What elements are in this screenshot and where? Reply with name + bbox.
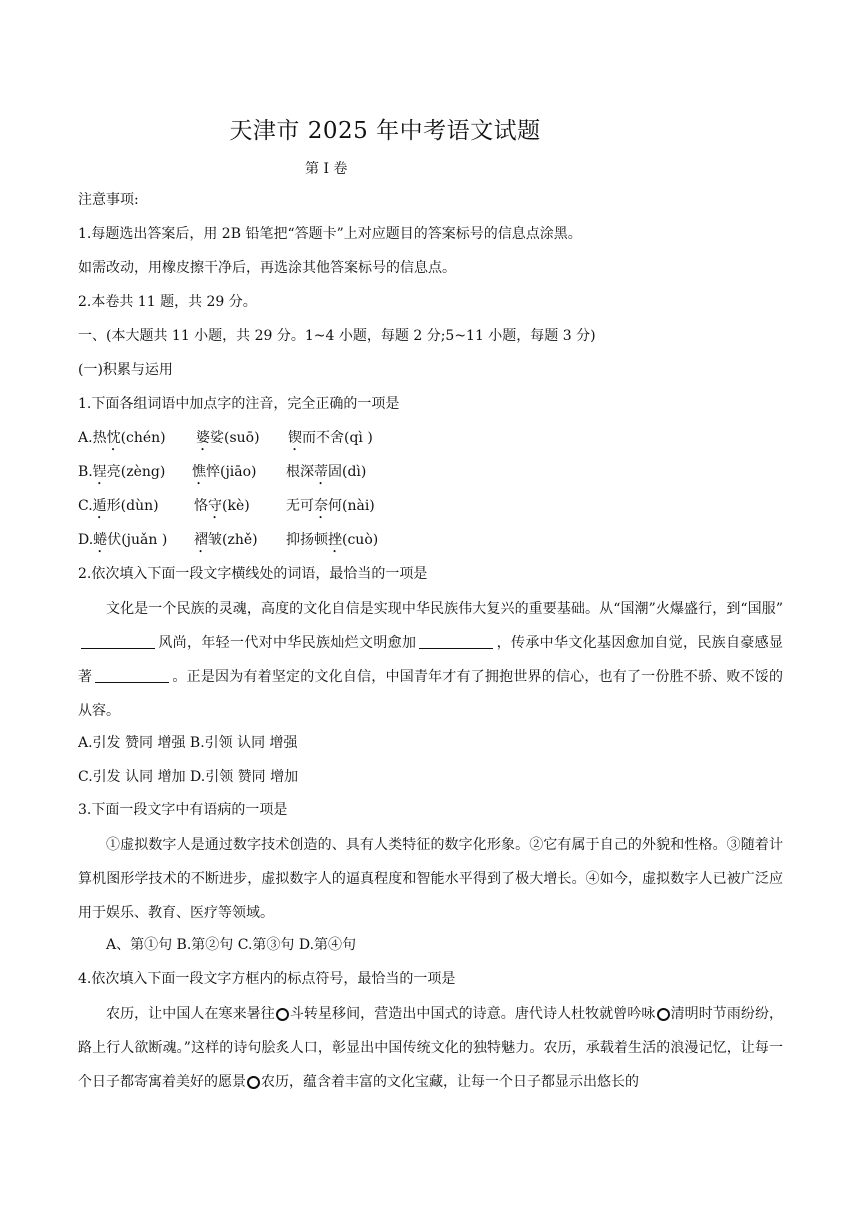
word-text: 形 [106,498,121,514]
word-text: 无可 [286,498,314,514]
passage-text: 文化是一个民族的灵魂，高度的文化自信是实现中华民族伟大复兴的重要基础。从“国潮”火爆盛行，到“国服” [106,601,783,617]
punctuation-box-3 [247,1076,260,1089]
pinyin: (zhě) [222,532,258,548]
blank-3 [95,668,169,683]
question-2-options-ab: A.引发 赞同 增强 B.引领 认同 增强 [78,735,298,751]
word-text: 娑 [210,430,224,446]
option-label: B. [78,464,93,480]
dotted-char: 挫 [328,532,342,548]
blank-1 [81,634,155,649]
passage-text: 农历，让中国人在寒来暑往 [106,1006,275,1022]
question-3-stem: 3.下面一段文字中有语病的一项是 [78,802,288,818]
passage-text: 风尚，年轻一代对中华民族灿烂文明愈加 [158,635,417,651]
pinyin: (juǎn ) [121,532,168,548]
word-text: 恪 [194,498,208,514]
word-text: 根深 [286,464,314,480]
dotted-char: 奈 [314,498,328,514]
volume-label: 第 I 卷 [305,161,348,177]
word-text: 伏 [107,532,122,548]
punctuation-box-1 [276,1008,289,1021]
notice-item-1-cont: 如需改动，用橡皮擦干净后，再选涂其他答案标号的信息点。 [78,260,456,276]
pinyin: (qì ) [344,430,373,446]
dotted-char: 锃 [92,464,107,480]
dotted-char: 遁 [92,498,107,514]
question-1-stem: 1.下面各组词语中加点字的注音，完全正确的一项是 [78,396,400,412]
word-text: 抑扬顿 [286,532,328,548]
pinyin: (nài) [342,498,375,514]
passage-text: ，传承中华文化基因愈加自觉，民族自豪感显著 [78,635,784,685]
dotted-char: 锲 [288,430,302,446]
notice-item-1: 1.每题选出答案后，用 2B 铅笔把“答题卡”上对应题目的答案标号的信息点涂黑。 [78,226,582,242]
notice-item-2: 2.本卷共 11 题，共 29 分。 [78,294,257,310]
word-text: 热 [92,430,107,446]
question-1-option-d [78,530,378,556]
question-2-stem: 2.依次填入下面一段文字横线处的词语，最恰当的一项是 [78,566,428,582]
question-1-option-a [78,428,373,454]
option-label: A. [78,430,93,446]
option-label: D. [78,532,94,548]
pinyin: (dùn) [120,498,159,514]
dotted-char: 憔 [192,464,206,480]
dotted-char: 婆 [196,430,210,446]
blank-2 [419,634,493,649]
dotted-char: 忱 [106,430,121,446]
dotted-char: 蜷 [93,532,108,548]
question-4-passage [78,997,783,1099]
pinyin: (suō) [224,430,260,446]
question-2-options-cd: C.引发 认同 增加 D.引领 赞同 增加 [78,769,299,785]
question-2-passage [78,592,783,728]
question-3-passage: ①虚拟数字人是通过数字技术创造的、具有人类特征的数字化形象。②它有属于自己的外貌和性格。③随着计算机图形学技术的不断进步，虚拟数字人的逼真程度和智能水平得到了极大增长。④如今，虚拟数字人已被广泛应用于娱乐、教育、医疗等领域。 [78,837,783,921]
pinyin: (jiāo) [220,464,257,480]
pinyin: (kè) [222,498,250,514]
pinyin: (chén) [120,430,166,446]
dotted-char: 蒂 [314,464,328,480]
question-4-stem: 4.依次填入下面一段文字方框内的标点符号，最恰当的一项是 [78,971,456,987]
passage-text: 。正是因为有着坚定的文化自信，中国青年才有了拥抱世界的信心，也有了一份胜不骄、败不馁的从容。 [78,669,784,719]
word-text: 皱 [208,532,222,548]
question-1-option-c [78,496,375,522]
dotted-char: 守 [208,498,222,514]
pinyin: (cuò) [342,532,379,548]
section-heading: 一、(本大题共 11 小题，共 29 分。1~4 小题，每题 2 分;5~11 小题，每题 3 分) [78,328,596,344]
dotted-char: 褶 [194,532,208,548]
passage-text: 清明时节雨纷纷，路上行人欲断魂。”这样的诗句脍炙人口，彰显出中国传统文化的独特魅力。农历，承载着生活的浪漫记忆，让每一个日子都寄寓着美好的愿景 [78,1006,784,1090]
exam-title: 天津市 2025 年中考语文试题 [229,118,541,144]
notice-heading: 注意事项: [78,192,139,208]
question-3-options: A、第①句 B.第②句 C.第③句 D.第④句 [106,937,357,953]
subsection-heading: (一)积累与运用 [78,362,173,378]
word-text: 何 [328,498,342,514]
word-text: 亮 [106,464,121,480]
passage-text: 斗转星移间，营造出中国式的诗意。唐代诗人杜牧就曾吟咏 [289,1006,656,1022]
pinyin: (dì) [342,464,367,480]
option-label: C. [78,498,93,514]
question-1-option-b [78,462,366,488]
punctuation-box-2 [657,1008,670,1021]
word-text: 固 [328,464,342,480]
passage-text: 农历，蕴含着丰富的文化宝藏，让每一个日子都显示出悠长的 [261,1074,639,1090]
word-text: 悴 [206,464,220,480]
word-text: 而不舍 [302,430,344,446]
pinyin: (zèng) [120,464,166,480]
